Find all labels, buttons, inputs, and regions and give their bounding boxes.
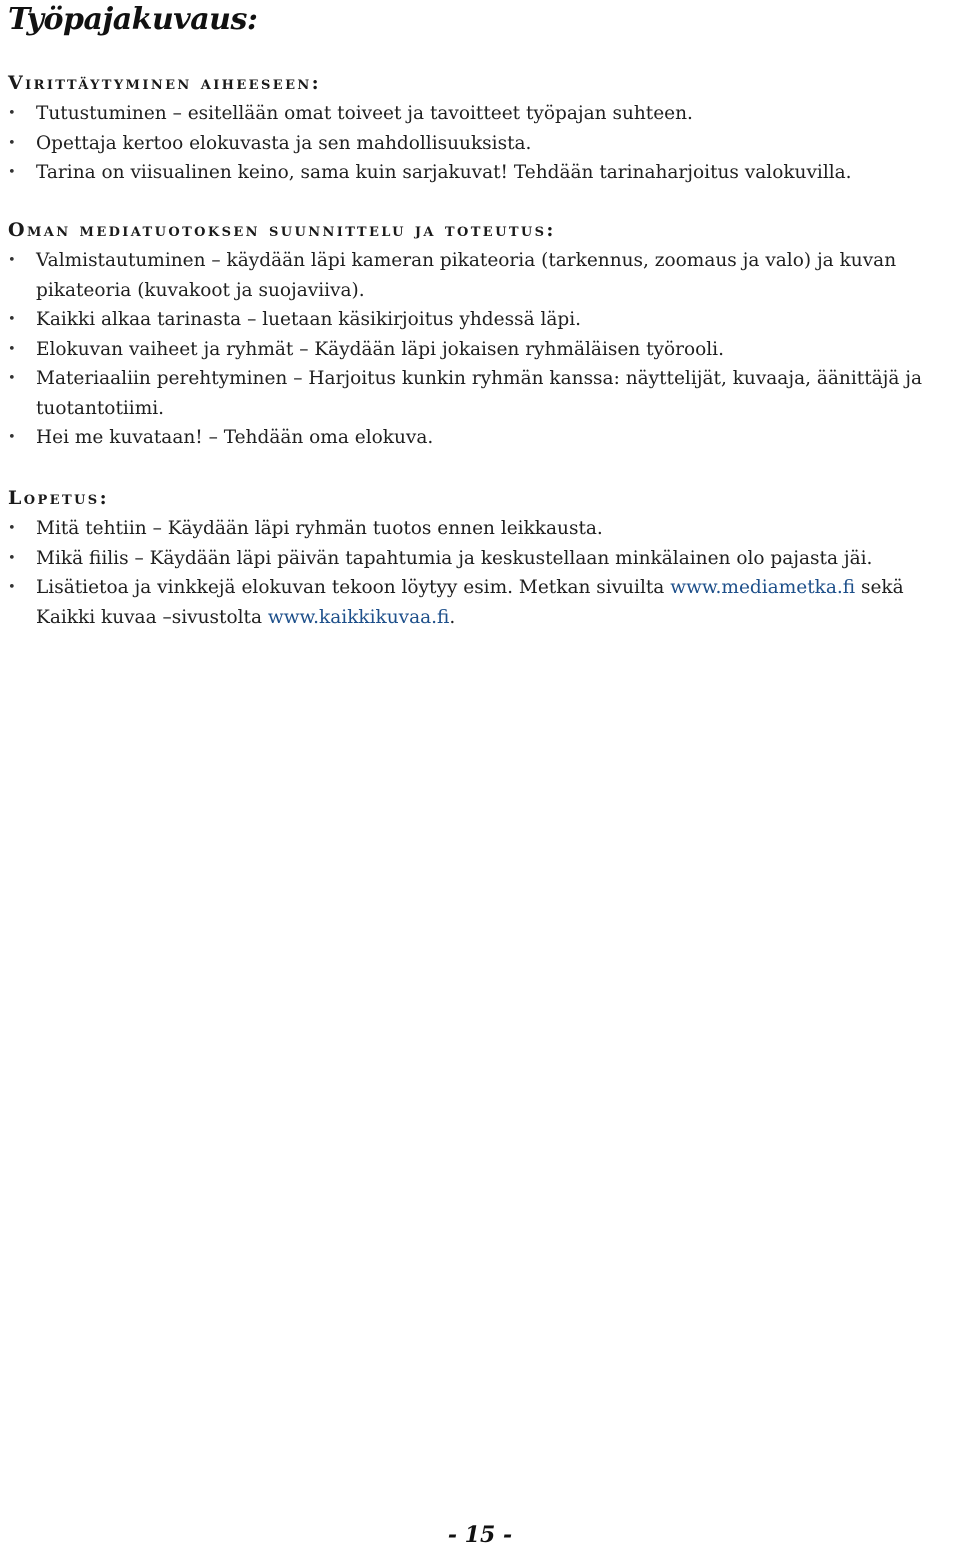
list-item: • Opettaja kertoo elokuvasta ja sen mahdollisuuksista. bbox=[8, 129, 958, 159]
list-item: • Tarina on viisualinen keino, sama kuin sarjakuvat! Tehdään tarinaharjoitus valokuvilla. bbox=[8, 158, 958, 188]
bullet-list bbox=[8, 99, 958, 188]
section-heading: Lopetus: bbox=[8, 487, 109, 509]
list-item: • Mikä fiilis – Käydään läpi päivän tapahtumia ja keskustellaan minkälainen olo pajasta jäi. bbox=[8, 544, 958, 574]
list-item: • Materiaaliin perehtyminen – Harjoitus kunkin ryhmän kanssa: näyttelijät, kuvaaja, äänittäjä ja tuotantotiimi. bbox=[8, 364, 958, 423]
list-item-text: . bbox=[449, 606, 456, 628]
section-heading: Virittäytyminen aiheeseen: bbox=[8, 72, 322, 94]
mediametka-link[interactable]: www.mediametka.fi bbox=[670, 577, 856, 598]
section-mediatuotos bbox=[8, 216, 958, 453]
list-item: • Tutustuminen – esitellään omat toiveet ja tavoitteet työpajan suhteen. bbox=[8, 99, 958, 129]
section-virittaytyminen bbox=[8, 69, 958, 188]
list-item-text: Lisätietoa ja vinkkejä elokuvan tekoon löytyy esim. Metkan sivuilta bbox=[36, 577, 671, 598]
list-item: • Mitä tehtiin – Käydään läpi ryhmän tuotos ennen leikkausta. bbox=[8, 514, 958, 544]
kaikkikuvaa-link[interactable]: www.kaikkikuvaa.fi bbox=[267, 606, 450, 628]
list-item: • Hei me kuvataan! – Tehdään oma elokuva. bbox=[8, 423, 958, 453]
list-item: • Elokuvan vaiheet ja ryhmät – Käydään läpi jokaisen ryhmäläisen työrooli. bbox=[8, 335, 958, 365]
bullet-list bbox=[8, 514, 958, 632]
section-lopetus bbox=[8, 484, 958, 632]
list-item-lisatietoa bbox=[8, 573, 958, 632]
page-title: Työpajakuvaus: bbox=[8, 2, 258, 37]
page-number: - 15 - bbox=[447, 1522, 513, 1548]
list-item-text: sekä Kaikki kuvaa –sivustolta bbox=[36, 577, 904, 628]
list-item: • Valmistautuminen – käydään läpi kameran pikateoria (tarkennus, zoomaus ja valo) ja kuvan pikateoria (kuvakoot ja suojaviiva). bbox=[8, 246, 958, 305]
list-item: • Kaikki alkaa tarinasta – luetaan käsikirjoitus yhdessä läpi. bbox=[8, 305, 958, 335]
section-heading: Oman mediatuotoksen suunnittelu ja toteutus: bbox=[8, 219, 556, 241]
bullet-list bbox=[8, 246, 958, 453]
